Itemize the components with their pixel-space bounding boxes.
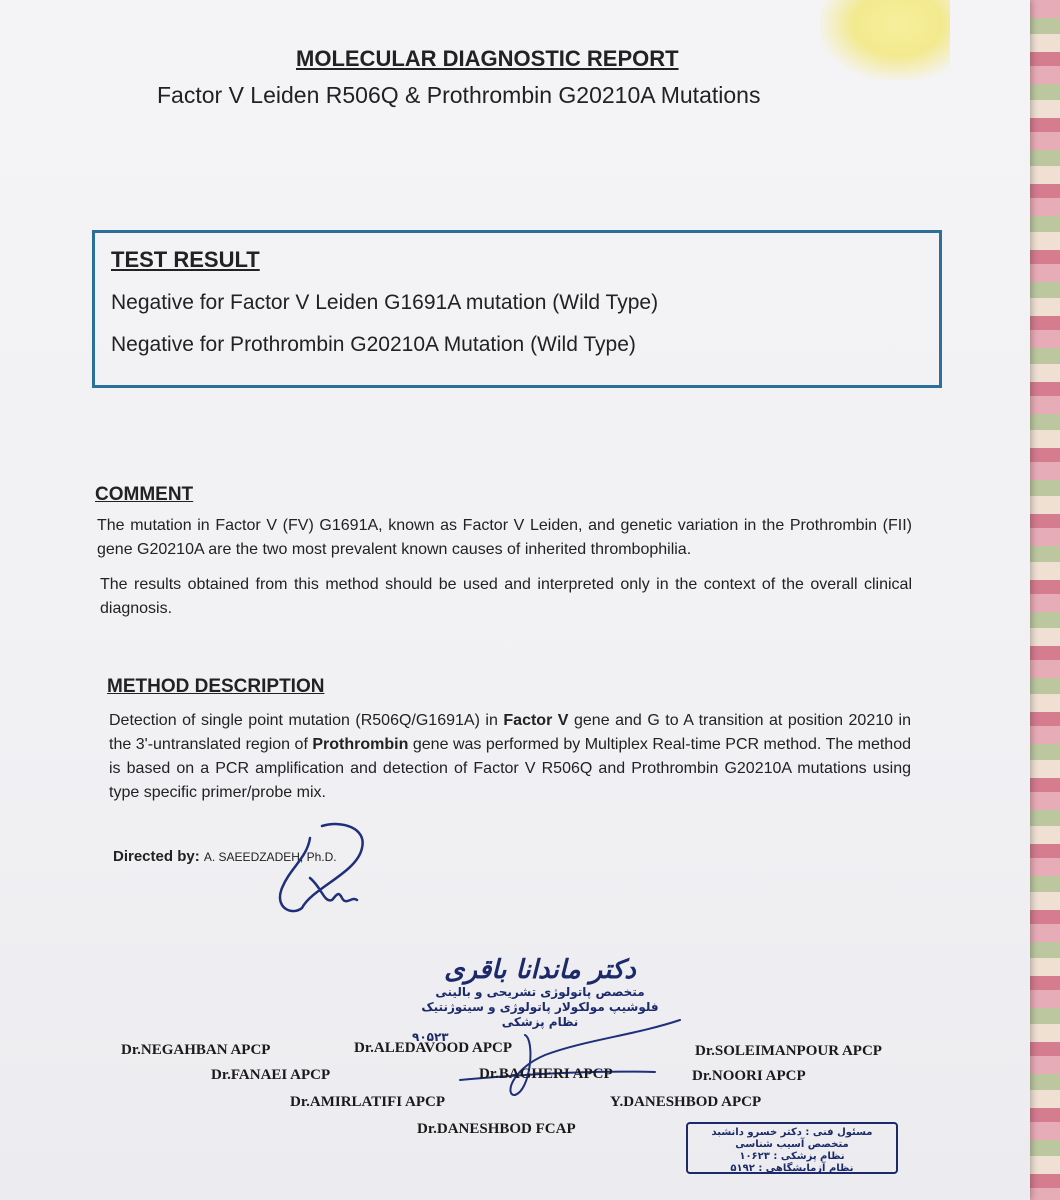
stamp-line: فلوشیپ مولکولار پاتولوژی و سیتوژنتیک — [421, 1000, 659, 1014]
doctor-name: Dr.SOLEIMANPOUR APCP — [695, 1043, 882, 1059]
test-result-box — [92, 230, 942, 388]
stamp-number: ۹۰۵۲۳ — [412, 1030, 449, 1044]
doctor-name: Dr.ALEDAVOOD APCP — [354, 1040, 513, 1056]
test-result-line: Negative for Factor V Leiden G1691A mutation (Wild Type) — [111, 291, 659, 314]
stamp-line: نظام آزمایشگاهی : ۵۱۹۲ — [730, 1163, 854, 1174]
directed-by-label: Directed by: — [113, 848, 200, 865]
stamp-line: متخصص آسیب شناسی — [735, 1139, 849, 1150]
flower-petal-overlay — [820, 0, 950, 80]
report-title: MOLECULAR DIAGNOSTIC REPORT — [296, 46, 679, 71]
director-signature — [262, 818, 382, 918]
comment-heading: COMMENT — [95, 484, 194, 505]
comment-paragraph: The mutation in Factor V (FV) G1691A, known as Factor V Leiden, and genetic variation in the Prothrombin (FII) gene G20210A are the two most prevalent known causes of inherited thrombophilia. — [97, 517, 912, 558]
comment-paragraph: The results obtained from this method should be used and interpreted only in the context of the overall clinical diagnosis. — [100, 576, 912, 617]
doctor-name: Dr.NOORI APCP — [692, 1068, 806, 1084]
stamp-line: نظام پزشکی — [501, 1015, 579, 1029]
doctor-name: Dr.FANAEI APCP — [211, 1067, 331, 1083]
doctor-name: Dr.DANESHBOD FCAP — [417, 1121, 576, 1137]
doctor-name: Dr.AMIRLATIFI APCP — [290, 1094, 446, 1110]
doctor-name: Dr.NEGAHBAN APCP — [121, 1042, 271, 1058]
stamp-line: متخصص پاتولوژی تشریحی و بالینی — [435, 985, 645, 999]
test-result-heading: TEST RESULT — [111, 247, 260, 272]
stamp-line: مسئول فنی : دکتر خسرو دانشبد — [711, 1127, 873, 1138]
method-heading: METHOD DESCRIPTION — [107, 676, 325, 697]
stamp-line: نظام پزشکی : ۱۰۶۲۳ — [739, 1151, 845, 1162]
report-subtitle: Factor V Leiden R506Q & Prothrombin G20210A Mutations — [157, 82, 761, 108]
director-name: A. SAEEDZADEH, Ph.D. — [203, 850, 337, 864]
doctor-name: Dr.BAGHERI APCP — [479, 1066, 613, 1082]
technical-director-stamp — [686, 1122, 898, 1174]
stamp-name: دکتر ماندانا باقری — [444, 955, 636, 985]
test-result-line: Negative for Prothrombin G20210A Mutation (Wild Type) — [111, 333, 636, 356]
doctor-name: Y.DANESHBOD APCP — [610, 1094, 762, 1110]
method-paragraph: Detection of single point mutation (R506Q/G1691A) in Factor V gene and G to A transition at position 20210 in the 3'-untranslated region of Prothrombin gene was performed by Multiplex Real-time PCR method. The method is based on a PCR amplification and detection of Factor V R506Q and Prothrombin G20210A mutations using type specific primer/probe mix. — [109, 712, 912, 801]
